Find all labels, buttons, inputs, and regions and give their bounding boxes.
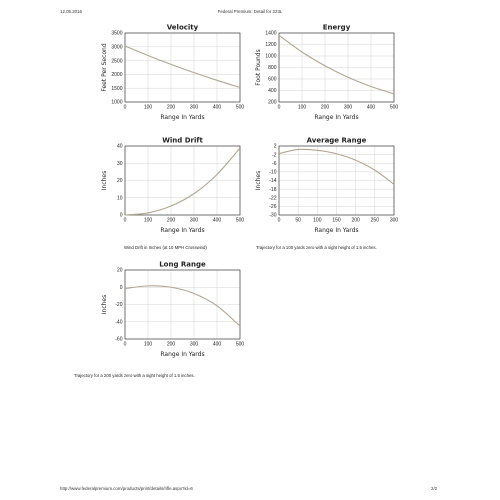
y-tick-label: 600 [268,76,277,83]
y-tick-label: 1000 [265,53,277,60]
y-tick-label: -22 [269,195,277,202]
x-tick-label: 100 [313,217,322,224]
velocity-chart [101,24,244,122]
x-tick-label: 0 [277,217,281,224]
x-tick-label: 500 [235,217,245,224]
x-axis-label: Range In Yards [314,114,359,121]
x-tick-label: 200 [351,217,360,224]
y-axis-label: Inches [101,294,108,315]
y-tick-label: 20 [116,178,123,185]
chart-title: Velocity [166,23,199,32]
y-axis-label: Foot Pounds [255,49,262,86]
y-tick-label: -60 [115,336,123,343]
x-tick-label: 250 [370,217,380,224]
chart-title: Wind Drift [162,136,203,145]
x-tick-label: 300 [389,217,399,224]
x-tick-label: 400 [212,104,222,111]
y-tick-label: -40 [115,319,123,326]
y-tick-label: 3500 [111,30,123,37]
y-tick-label: 20 [116,267,123,274]
x-tick-label: 100 [297,104,307,111]
y-tick-label: -18 [269,186,277,193]
y-tick-label: -2 [272,152,277,159]
y-tick-label: 2000 [111,72,123,79]
y-tick-label: 800 [268,65,277,72]
header-date: 12.05.2016 [60,9,82,14]
y-tick-label: -6 [272,160,277,167]
y-tick-label: -10 [269,169,277,176]
x-tick-label: 500 [235,104,245,111]
average-range-chart [255,137,398,235]
chart-title: Average Range [306,136,367,145]
y-tick-label: -14 [269,178,277,185]
y-tick-label: 1000 [111,99,123,106]
x-tick-label: 0 [277,104,281,111]
y-tick-label: 1500 [111,85,123,92]
y-tick-label: 400 [268,88,277,95]
x-tick-label: 100 [143,217,153,224]
x-tick-label: 0 [123,341,127,348]
x-tick-label: 200 [166,104,176,111]
x-tick-label: 300 [189,341,199,348]
x-tick-label: 500 [235,341,245,348]
x-axis-label: Range In Yards [314,227,359,234]
x-tick-label: 100 [143,104,153,111]
y-tick-label: 30 [116,160,123,167]
long-range-chart [101,261,244,359]
x-tick-label: 300 [343,104,353,111]
y-tick-label: 1400 [265,30,277,37]
x-tick-label: 500 [389,104,399,111]
chart-title: Long Range [159,260,206,269]
x-tick-label: 400 [212,341,222,348]
x-tick-label: 0 [123,104,127,111]
y-tick-label: 40 [116,143,123,150]
energy-chart [255,24,398,122]
y-tick-label: 1200 [265,42,277,49]
x-tick-label: 0 [123,217,127,224]
y-axis-label: Inches [101,170,108,191]
chart-title: Energy [322,23,351,32]
x-tick-label: 300 [189,104,199,111]
x-axis-label: Range In Yards [160,227,205,234]
y-tick-label: 2500 [111,58,123,65]
y-tick-label: -30 [269,212,277,219]
y-axis-label: Feet Per Second [101,43,108,92]
long-range-caption: Trajectory for a 200 yards zero with a sight height of 1.5 inches. [74,373,195,378]
plot-area [125,33,240,102]
y-tick-label: -20 [115,302,123,309]
x-tick-label: 150 [332,217,341,224]
y-tick-label: 3000 [111,44,123,51]
y-tick-label: -26 [269,204,277,211]
y-axis-label: Inches [255,170,262,191]
footer-url: http://www.federalpremium.com/products/print/details/rifle.aspx?id=6 [60,486,193,491]
x-tick-label: 200 [166,341,176,348]
y-tick-label: 0 [119,212,123,219]
footer-page-number: 2/2 [431,486,438,491]
x-tick-label: 200 [166,217,176,224]
x-tick-label: 100 [143,341,153,348]
x-tick-label: 50 [295,217,301,224]
x-tick-label: 300 [189,217,199,224]
average-range-caption: Trajectory for a 100 yards zero with a sight height of 1.5 inches. [256,245,377,250]
x-tick-label: 200 [320,104,330,111]
y-tick-label: 2 [273,143,277,150]
y-tick-label: 10 [116,195,123,202]
wind-drift-chart [101,137,244,235]
x-tick-label: 400 [212,217,222,224]
x-axis-label: Range In Yards [160,114,205,121]
header-title: Federal Premium: Detail for 223L [217,9,283,14]
x-tick-label: 400 [366,104,376,111]
x-axis-label: Range In Yards [160,351,205,358]
wind-drift-caption: Wind Drift in Inches (at 10 MPH Crosswind) [124,245,207,250]
y-tick-label: 200 [268,99,277,106]
y-tick-label: 0 [119,284,123,291]
